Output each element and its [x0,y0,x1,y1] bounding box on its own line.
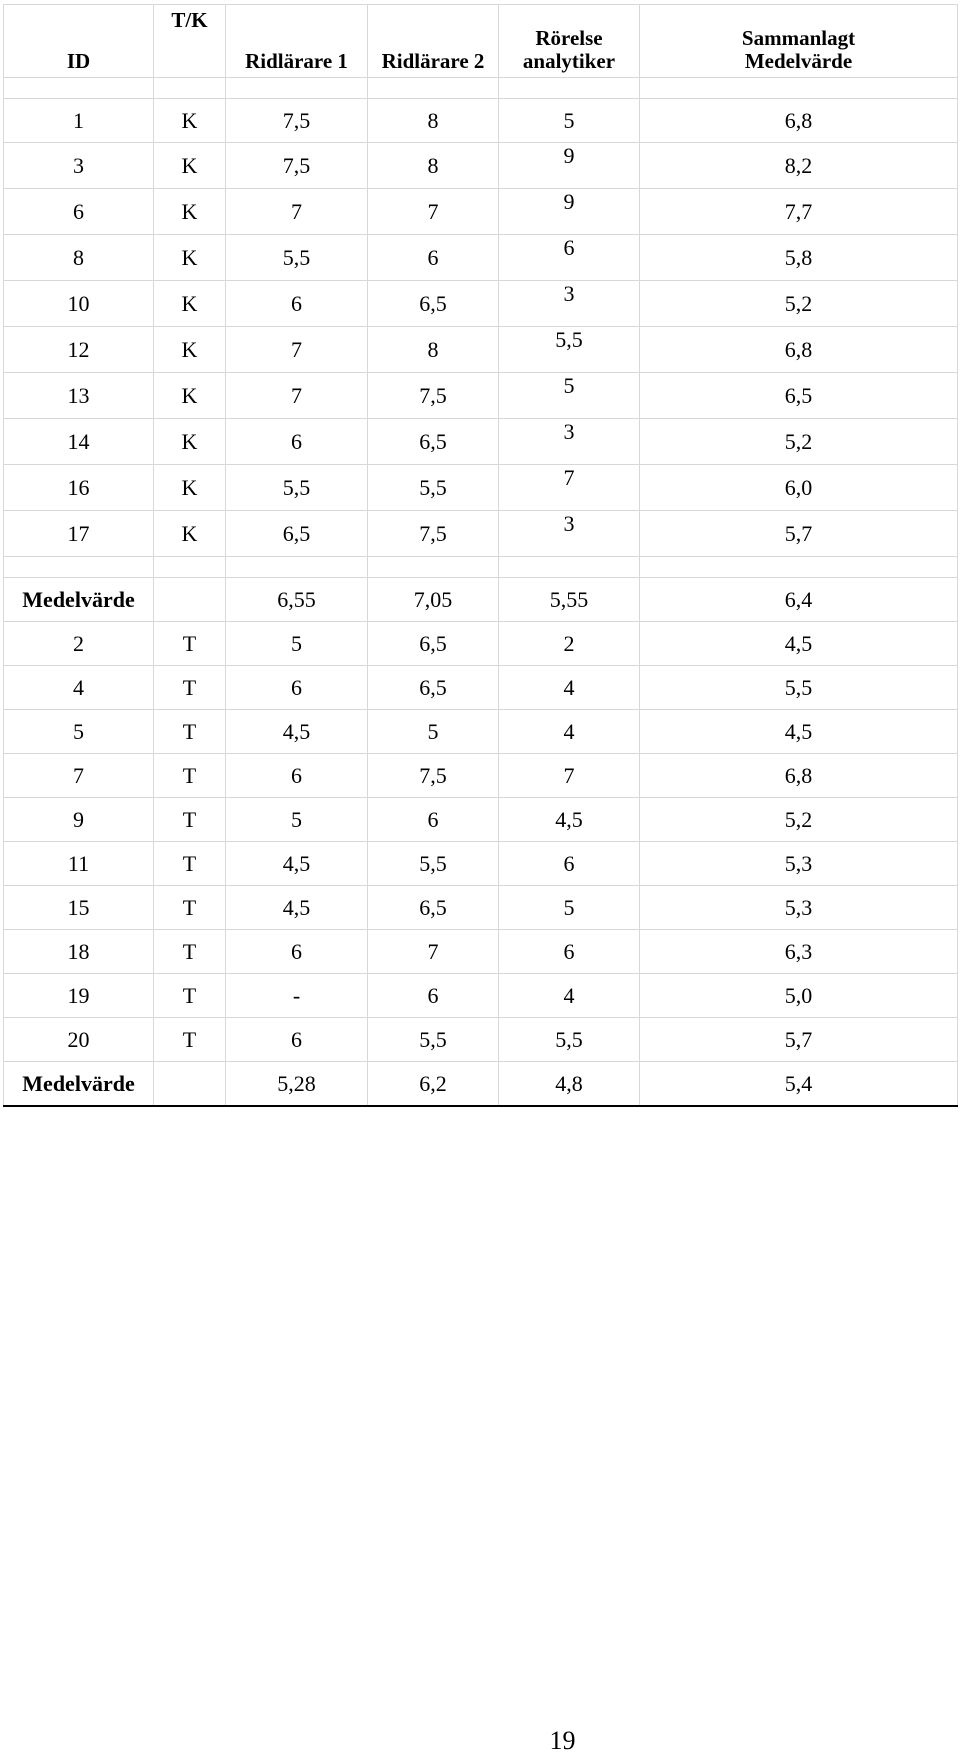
cell-id: 18 [4,930,154,974]
spacer-cell [499,78,640,99]
cell-tk: T [154,974,226,1018]
cell-rider2: 6,5 [368,622,499,666]
cell-tk: K [154,189,226,235]
cell-total: 4,5 [640,710,958,754]
cell-rider2: 8 [368,143,499,189]
cell-tk: K [154,143,226,189]
header-id: ID [4,5,154,78]
cell-motion: 6 [499,842,640,886]
table-row [4,666,958,710]
cell-tk: K [154,235,226,281]
cell-motion: 6 [499,930,640,974]
cell-motion: 3 [499,511,640,557]
mean-motion: 4,8 [499,1062,640,1107]
cell-tk: K [154,327,226,373]
spacer-cell [226,78,368,99]
cell-rider1: 7 [226,189,368,235]
cell-id: 10 [4,281,154,327]
cell-id: 6 [4,189,154,235]
cell-rider2: 7 [368,189,499,235]
cell-tk: T [154,666,226,710]
mean-rider1: 6,55 [226,578,368,622]
cell-rider1: 4,5 [226,842,368,886]
cell-id: 17 [4,511,154,557]
cell-rider2: 7,5 [368,373,499,419]
mean-total: 6,4 [640,578,958,622]
cell-motion: 5 [499,373,640,419]
cell-id: 13 [4,373,154,419]
cell-id: 5 [4,710,154,754]
cell-total: 5,2 [640,419,958,465]
cell-motion: 4 [499,666,640,710]
header-total-mean [640,5,958,78]
cell-rider1: 5,5 [226,235,368,281]
spacer-cell [154,557,226,578]
cell-total: 5,7 [640,1018,958,1062]
cell-rider1: 7,5 [226,143,368,189]
cell-motion: 4 [499,974,640,1018]
cell-tk: K [154,419,226,465]
header-motion-analyst [499,5,640,78]
spacer-cell [154,78,226,99]
cell-total: 6,8 [640,99,958,143]
cell-id: 7 [4,754,154,798]
table-header [4,5,958,99]
cell-tk: T [154,798,226,842]
mean-rider2: 7,05 [368,578,499,622]
cell-rider1: 4,5 [226,886,368,930]
cell-rider2: 5,5 [368,465,499,511]
table-row [4,710,958,754]
cell-tk: K [154,281,226,327]
cell-motion: 3 [499,419,640,465]
cell-total: 5,5 [640,666,958,710]
mean-tk-empty [154,578,226,622]
table-row [4,143,958,189]
cell-rider1: 5 [226,622,368,666]
cell-tk: K [154,99,226,143]
cell-tk: K [154,373,226,419]
cell-rider2: 6,5 [368,886,499,930]
cell-motion: 7 [499,465,640,511]
table-row [4,930,958,974]
cell-id: 8 [4,235,154,281]
cell-motion: 4,5 [499,798,640,842]
scores-table [3,4,958,1107]
cell-tk: T [154,754,226,798]
header-tk: T/K [154,5,226,78]
cell-motion: 7 [499,754,640,798]
header-rider2: Ridlärare 2 [368,5,499,78]
cell-total: 8,2 [640,143,958,189]
cell-tk: T [154,1018,226,1062]
table-row [4,798,958,842]
cell-rider1: 7 [226,373,368,419]
cell-id: 3 [4,143,154,189]
cell-id: 1 [4,99,154,143]
header-total-line1: Sammanlagt [741,25,856,50]
mean-total: 5,4 [640,1062,958,1107]
cell-rider1: 7 [226,327,368,373]
page-number: 19 [549,1726,576,1755]
cell-rider1: 6 [226,930,368,974]
cell-total: 6,3 [640,930,958,974]
mean-label: Medelvärde [4,578,154,622]
cell-motion: 5 [499,99,640,143]
mean-rider1: 5,28 [226,1062,368,1107]
cell-rider1: 6 [226,754,368,798]
spacer-row [4,557,958,578]
table-row [4,235,958,281]
cell-motion: 5,5 [499,1018,640,1062]
spacer-cell [226,557,368,578]
cell-total: 5,0 [640,974,958,1018]
header-motion-line1: Rörelse [535,25,603,50]
cell-id: 11 [4,842,154,886]
cell-total: 5,3 [640,886,958,930]
table-row [4,1018,958,1062]
header-motion-line2: analytiker [522,48,616,73]
table-row [4,281,958,327]
table-row [4,373,958,419]
spacer-cell [640,557,958,578]
spacer-cell [499,557,640,578]
cell-tk: T [154,930,226,974]
cell-id: 19 [4,974,154,1018]
cell-rider2: 7,5 [368,754,499,798]
cell-rider2: 8 [368,327,499,373]
cell-total: 5,3 [640,842,958,886]
cell-rider2: 6,5 [368,666,499,710]
cell-id: 14 [4,419,154,465]
cell-tk: K [154,465,226,511]
cell-rider2: 7 [368,930,499,974]
cell-rider2: 6,5 [368,281,499,327]
table-row [4,886,958,930]
table-row [4,622,958,666]
cell-total: 6,8 [640,754,958,798]
cell-motion: 5,5 [499,327,640,373]
cell-total: 6,0 [640,465,958,511]
cell-total: 6,8 [640,327,958,373]
cell-rider2: 8 [368,99,499,143]
cell-id: 20 [4,1018,154,1062]
cell-motion: 2 [499,622,640,666]
cell-id: 4 [4,666,154,710]
cell-tk: T [154,710,226,754]
table-row [4,327,958,373]
table-body [4,99,958,1107]
cell-id: 9 [4,798,154,842]
table-row [4,189,958,235]
k-mean-row [4,578,958,622]
cell-rider2: 5,5 [368,1018,499,1062]
cell-rider2: 6 [368,798,499,842]
cell-rider2: 6 [368,235,499,281]
cell-total: 4,5 [640,622,958,666]
cell-tk: T [154,886,226,930]
cell-tk: T [154,842,226,886]
cell-rider1: - [226,974,368,1018]
mean-tk-empty [154,1062,226,1107]
cell-id: 16 [4,465,154,511]
cell-motion: 9 [499,143,640,189]
cell-id: 12 [4,327,154,373]
mean-motion: 5,55 [499,578,640,622]
cell-tk: K [154,511,226,557]
header-total-line2: Medelvärde [744,48,853,73]
cell-id: 15 [4,886,154,930]
cell-total: 7,7 [640,189,958,235]
cell-rider1: 6 [226,281,368,327]
cell-total: 5,8 [640,235,958,281]
cell-rider1: 7,5 [226,99,368,143]
cell-rider1: 6 [226,419,368,465]
mean-rider2: 6,2 [368,1062,499,1107]
table-row [4,419,958,465]
cell-total: 5,2 [640,798,958,842]
cell-rider2: 7,5 [368,511,499,557]
cell-tk: T [154,622,226,666]
header-rider1: Ridlärare 1 [226,5,368,78]
mean-label: Medelvärde [4,1062,154,1107]
cell-rider2: 5,5 [368,842,499,886]
table-row [4,754,958,798]
spacer-cell [640,78,958,99]
cell-rider2: 6 [368,974,499,1018]
cell-rider1: 5 [226,798,368,842]
table-row [4,465,958,511]
cell-rider1: 4,5 [226,710,368,754]
cell-motion: 9 [499,189,640,235]
cell-motion: 6 [499,235,640,281]
cell-rider1: 6 [226,1018,368,1062]
table-row [4,511,958,557]
cell-total: 5,7 [640,511,958,557]
cell-motion: 5 [499,886,640,930]
cell-rider2: 6,5 [368,419,499,465]
cell-total: 5,2 [640,281,958,327]
cell-rider1: 6,5 [226,511,368,557]
t-mean-row [4,1062,958,1107]
spacer-cell [368,557,499,578]
cell-rider1: 5,5 [226,465,368,511]
cell-total: 6,5 [640,373,958,419]
cell-rider1: 6 [226,666,368,710]
table-row [4,974,958,1018]
cell-motion: 3 [499,281,640,327]
spacer-cell [4,78,154,99]
spacer-cell [368,78,499,99]
table-row [4,99,958,143]
cell-rider2: 5 [368,710,499,754]
cell-motion: 4 [499,710,640,754]
spacer-cell [4,557,154,578]
cell-id: 2 [4,622,154,666]
table-row [4,842,958,886]
